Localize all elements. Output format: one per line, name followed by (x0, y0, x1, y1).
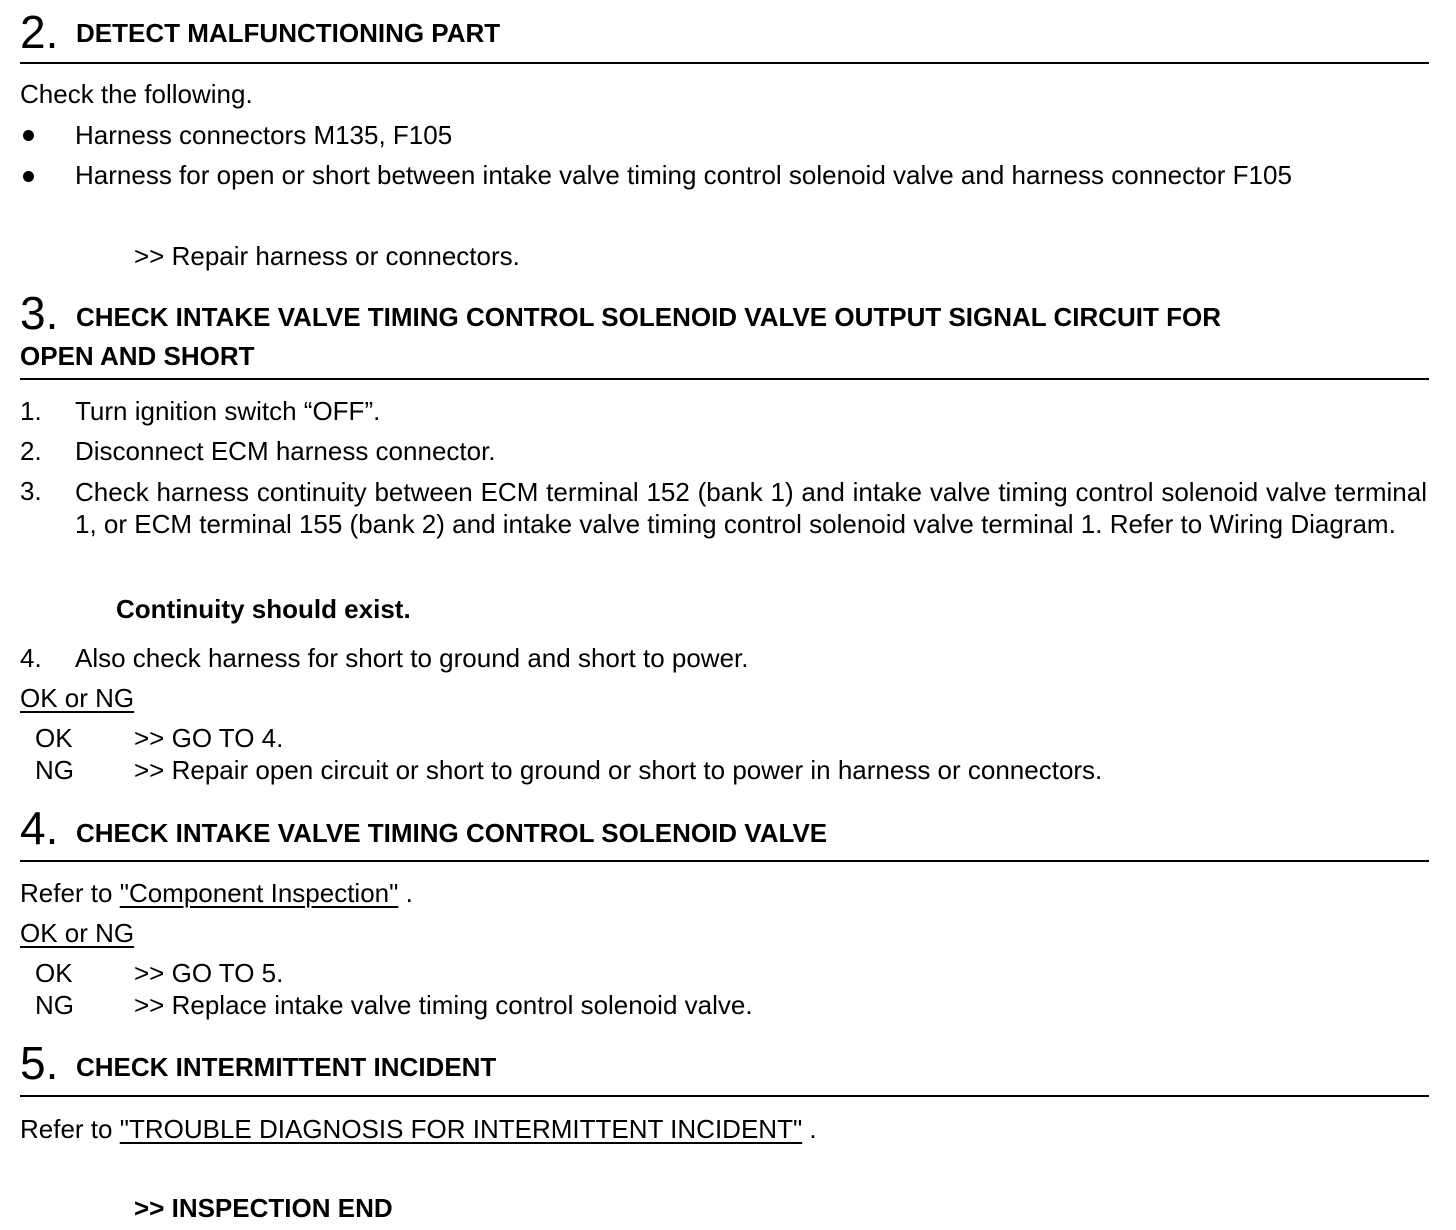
step-3-item-3-text: Check harness continuity between ECM terminal 152 (bank 1) and intake valve timing control solenoid valve terminal 1, or ECM terminal 155 (bank 2) and intake valve timing control solenoid valve terminal 1. Refer to Wiring Diagram. (75, 477, 1427, 539)
trouble-diagnosis-link[interactable]: "TROUBLE DIAGNOSIS FOR INTERMITTENT INCIDENT" (119, 1114, 803, 1144)
step-3-item-1-text: Turn ignition switch “OFF”. (75, 396, 381, 426)
step-3-spec: Continuity should exist. (116, 594, 411, 624)
step-2-title: DETECT MALFUNCTIONING PART (76, 18, 501, 48)
bullet-icon (23, 171, 34, 182)
step-4-title: CHECK INTAKE VALVE TIMING CONTROL SOLENOID VALVE (76, 818, 828, 848)
step-4-refer (20, 878, 413, 909)
step-3-ok-or-ng: OK or NG (20, 683, 135, 713)
step-2-bullet-1: Harness connectors M135, F105 (75, 120, 453, 150)
step-4-ng-text: >> Replace intake valve timing control solenoid valve. (134, 990, 753, 1020)
step-3-item-1-number: 1. (20, 396, 42, 426)
bullet-icon (23, 130, 34, 141)
inspection-end: >> INSPECTION END (134, 1193, 393, 1223)
component-inspection-link[interactable]: "Component Inspection" (119, 878, 399, 908)
step-5-number: 5. (20, 1037, 59, 1089)
step-3-item-2-text: Disconnect ECM harness connector. (75, 436, 496, 466)
step-5-refer (20, 1114, 817, 1145)
step-5-divider (20, 1095, 1429, 1097)
step-4-ok-text: >> GO TO 5. (134, 958, 284, 988)
step-4-refer-suffix: . (398, 878, 413, 908)
step-3-ng-label: NG (35, 755, 74, 785)
step-3-ng-text: >> Repair open circuit or short to ground or short to power in harness or connectors. (134, 755, 1103, 785)
step-3-item-4-number: 4. (20, 643, 42, 673)
step-3-number: 3. (20, 287, 59, 339)
step-2-number: 2. (20, 6, 59, 58)
step-3-item-3-number: 3. (20, 476, 42, 506)
step-3-ok-text: >> GO TO 4. (134, 723, 284, 753)
step-5-refer-prefix: Refer to (20, 1114, 120, 1144)
step-3-divider (20, 378, 1429, 380)
step-2-divider (20, 62, 1429, 64)
step-2-intro: Check the following. (20, 79, 253, 109)
step-4-ng-label: NG (35, 990, 74, 1020)
step-3-item-2-number: 2. (20, 436, 42, 466)
step-3-title-line-2: OPEN AND SHORT (20, 341, 255, 371)
step-4-ok-label: OK (35, 958, 73, 988)
step-4-divider (20, 860, 1429, 862)
step-4-refer-prefix: Refer to (20, 878, 120, 908)
step-3-title-line-1: CHECK INTAKE VALVE TIMING CONTROL SOLENOID VALVE OUTPUT SIGNAL CIRCUIT FOR (76, 302, 1221, 332)
step-4-number: 4. (20, 802, 59, 854)
step-5-refer-suffix: . (802, 1114, 817, 1144)
step-5-title: CHECK INTERMITTENT INCIDENT (76, 1052, 497, 1082)
step-4-ok-or-ng: OK or NG (20, 918, 135, 948)
step-2-result: >> Repair harness or connectors. (134, 241, 520, 271)
step-2-bullet-2: Harness for open or short between intake valve timing control solenoid valve and harness connector F105 (75, 160, 1292, 190)
step-3-ok-label: OK (35, 723, 73, 753)
step-3-item-4-text: Also check harness for short to ground and short to power. (75, 643, 749, 673)
